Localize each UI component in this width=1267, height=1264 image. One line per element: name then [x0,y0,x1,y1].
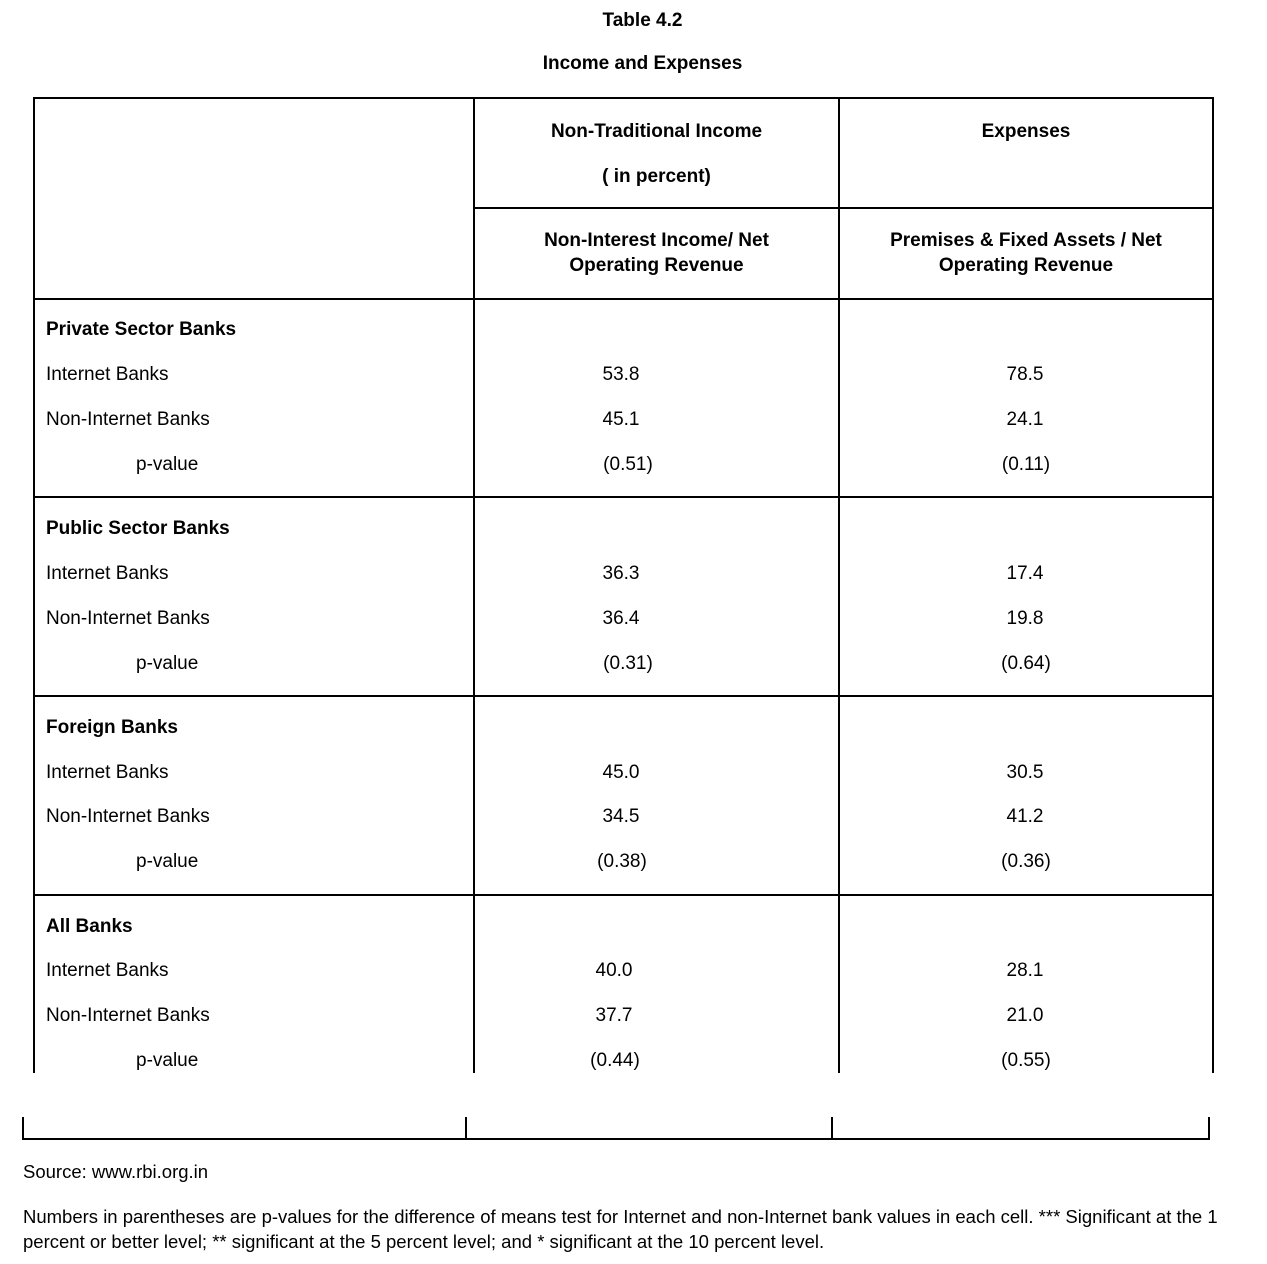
expenses-pvalue: (0.36) [1001,851,1051,872]
row-label: Internet Banks [46,960,169,981]
row-label-pvalue: p-value [136,1050,199,1071]
row-label: Non-Internet Banks [46,1005,210,1026]
row-label-pvalue: p-value [136,454,199,475]
header-col1-measure: Non-Interest Income/ Net Operating Revenue [544,230,769,276]
bracket-tick [1208,1117,1210,1140]
income-value: 36.4 [602,608,640,629]
expenses-value: 17.4 [1006,563,1044,584]
table-border-top [33,97,1214,99]
income-pvalue: (0.31) [603,653,653,674]
bracket-tick [831,1117,833,1140]
income-value: 45.0 [602,762,640,783]
expenses-pvalue: (0.11) [1001,454,1051,475]
header-col2-measure: Premises & Fixed Assets / Net Operating Revenue [890,230,1162,276]
row-label: Non-Internet Banks [46,806,210,827]
expenses-value: 41.2 [1006,806,1044,827]
table-border-right [1212,97,1214,1073]
column-divider-2 [838,97,840,1073]
section-divider-4 [33,894,1214,896]
row-label: Internet Banks [46,563,169,584]
header-col1-unit: ( in percent) [602,166,711,187]
income-value: 37.7 [595,1005,633,1026]
expenses-value: 28.1 [1006,960,1044,981]
income-value: 40.0 [595,960,633,981]
bracket-tick [22,1117,24,1140]
section-title: All Banks [46,916,133,937]
column-divider-1 [473,97,475,1073]
row-label: Internet Banks [46,364,169,385]
section-title: Private Sector Banks [46,319,237,340]
bracket-baseline [22,1138,1210,1140]
row-label-pvalue: p-value [136,653,199,674]
income-value: 34.5 [602,806,640,827]
row-label: Internet Banks [46,762,169,783]
source-note: Source: www.rbi.org.in [23,1161,209,1182]
bracket-tick [465,1117,467,1140]
table-border-left [33,97,35,1073]
income-value: 53.8 [602,364,640,385]
table-subtitle: Income and Expenses [542,53,743,74]
section-title: Foreign Banks [46,717,178,738]
income-pvalue: (0.51) [603,454,653,475]
row-label-pvalue: p-value [136,851,199,872]
section-divider-2 [33,496,1214,498]
expenses-value: 24.1 [1006,409,1044,430]
expenses-value: 30.5 [1006,762,1044,783]
section-title: Public Sector Banks [46,518,230,539]
row-label: Non-Internet Banks [46,409,210,430]
expenses-value: 21.0 [1006,1005,1044,1026]
row-label: Non-Internet Banks [46,608,210,629]
header-col1-group: Non-Traditional Income [550,121,763,142]
table-title: Table 4.2 [602,10,683,31]
income-pvalue: (0.44) [590,1050,640,1071]
income-pvalue: (0.38) [597,851,647,872]
header-col2-group: Expenses [981,121,1071,142]
income-value: 45.1 [602,409,640,430]
expenses-value: 78.5 [1006,364,1044,385]
footnote: Numbers in parentheses are p-values for the difference of means test for Internet and non-Internet bank values in each cell. *** Significant at the 1 percent or better level; ** significant at the 5 percent level; and * significant at the 10 percent level. [23,1206,1218,1252]
header-divider [473,207,1214,209]
section-divider-3 [33,695,1214,697]
expenses-value: 19.8 [1006,608,1044,629]
expenses-pvalue: (0.64) [1001,653,1051,674]
section-divider-1 [33,298,1214,300]
expenses-pvalue: (0.55) [1001,1050,1051,1071]
income-value: 36.3 [602,563,640,584]
